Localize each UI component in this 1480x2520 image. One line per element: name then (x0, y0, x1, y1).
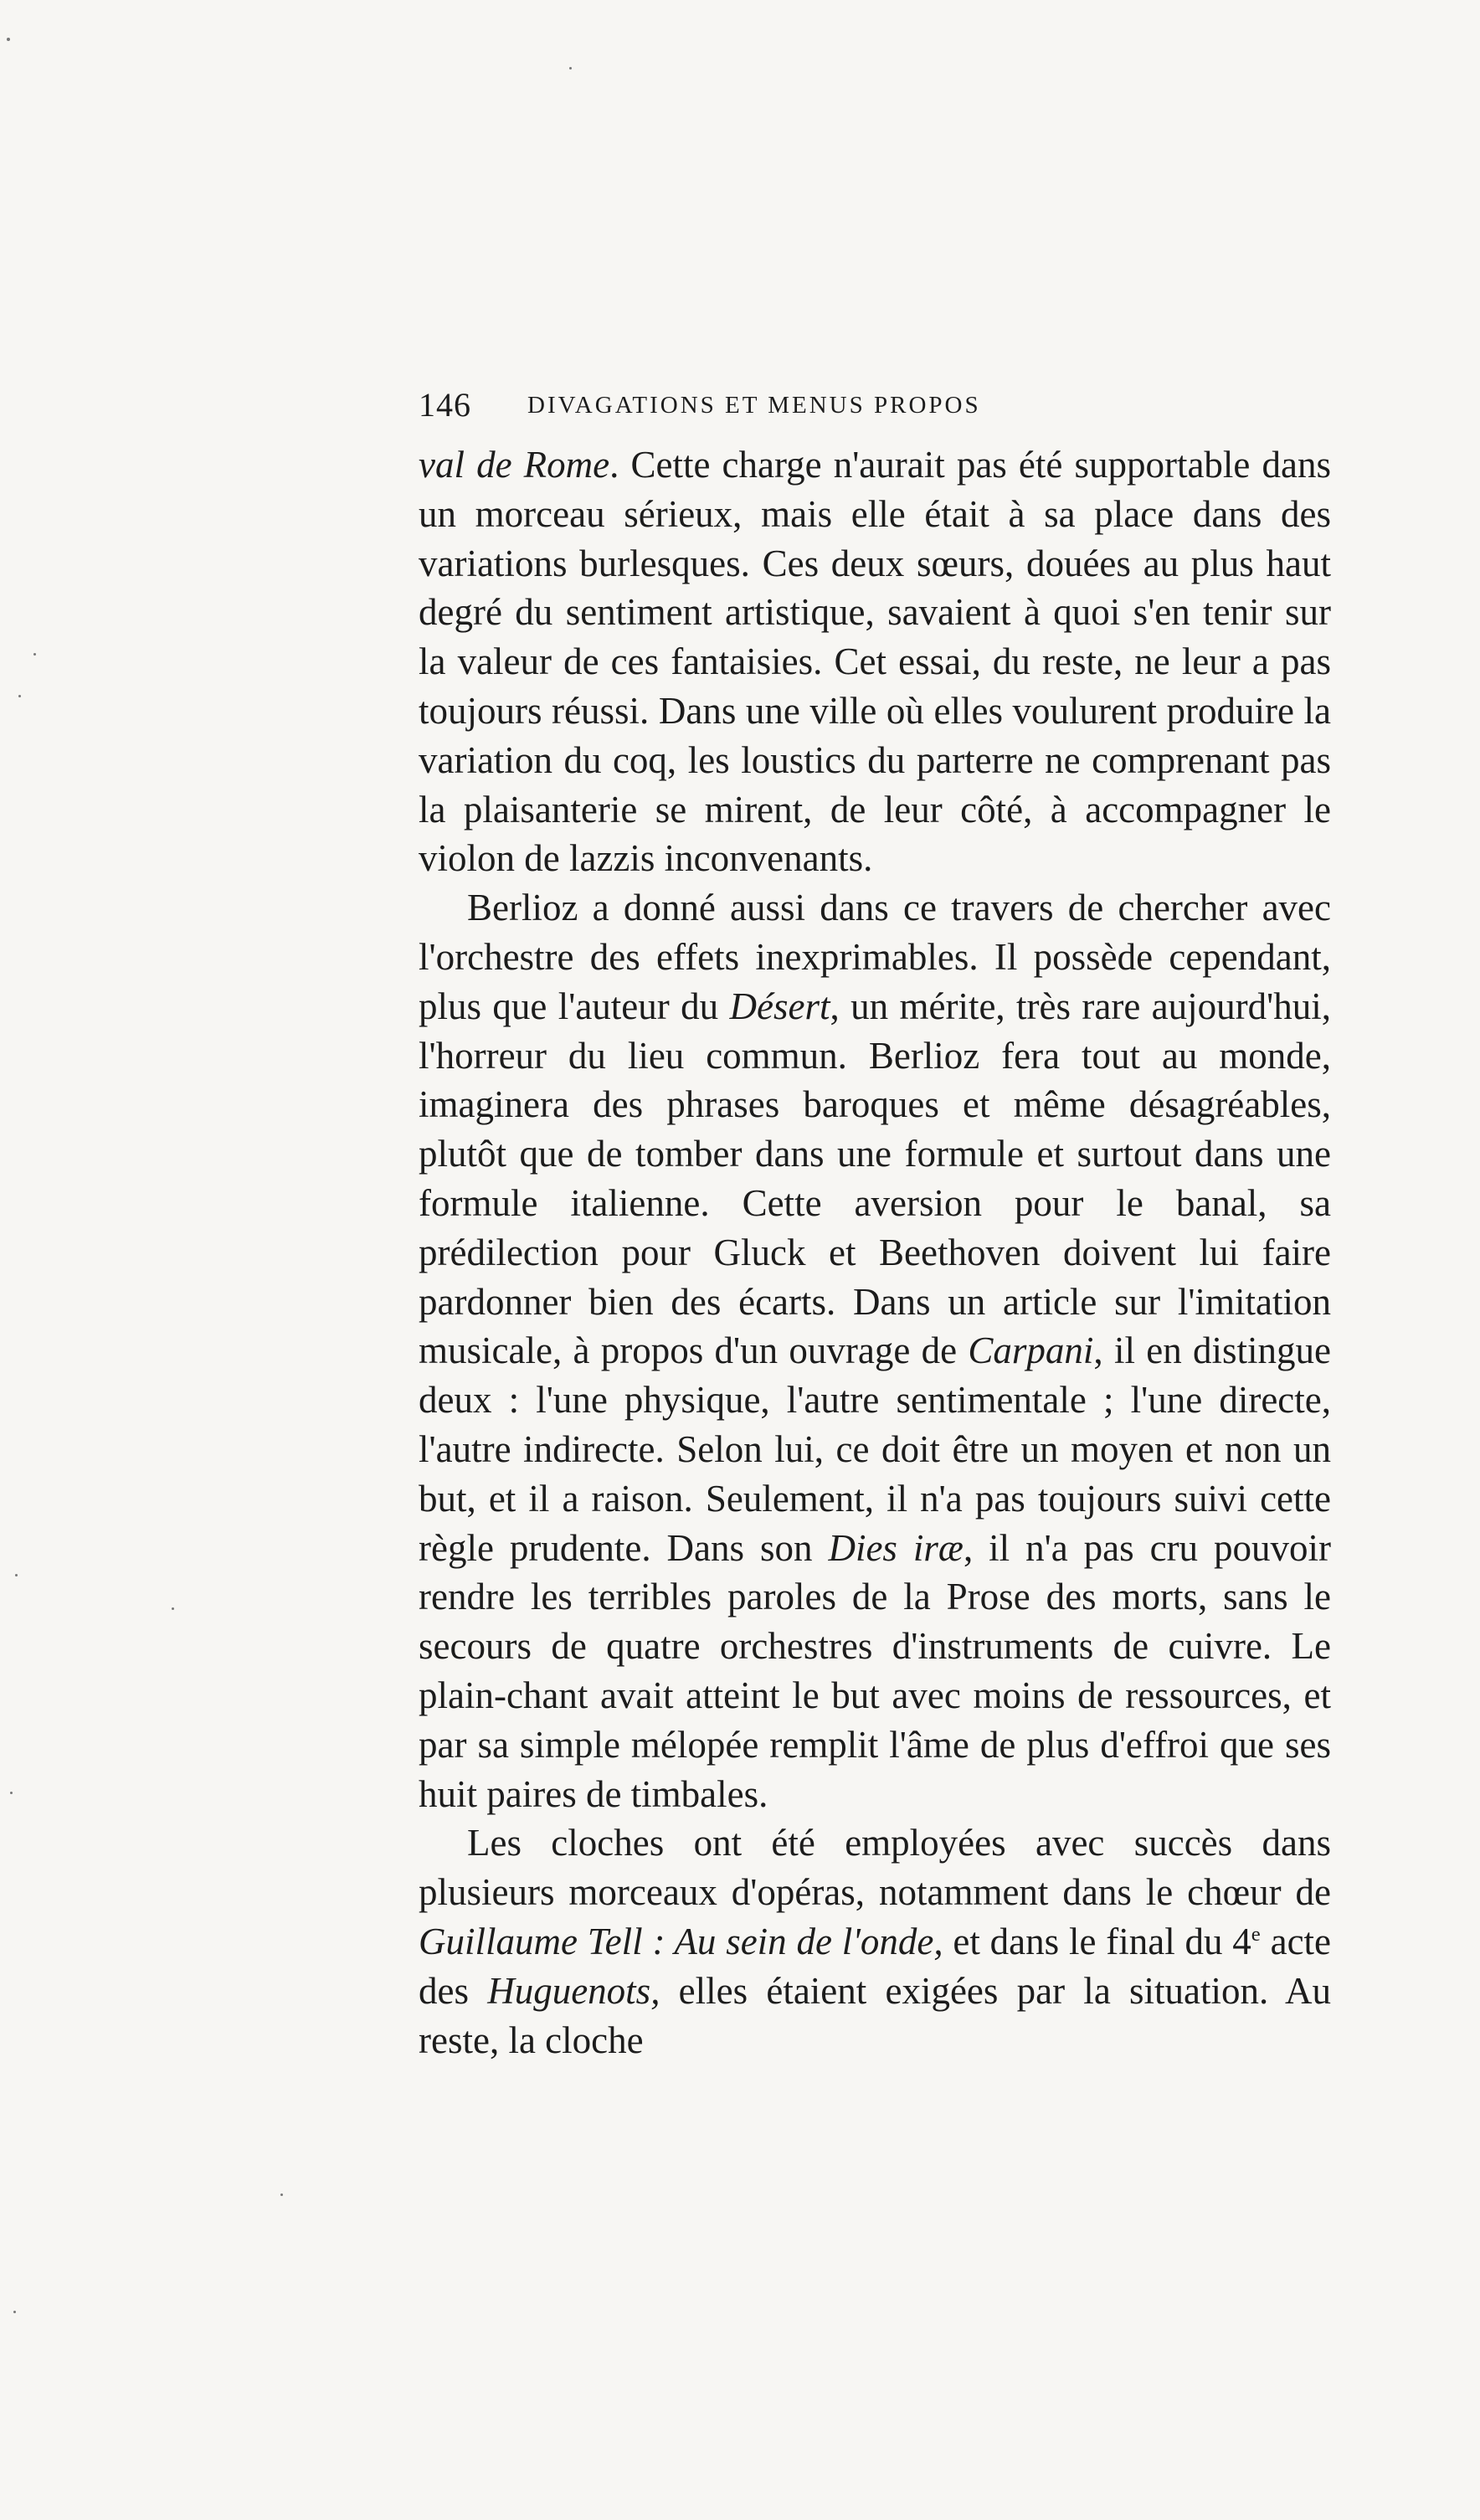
italic-text: val de Rome (419, 444, 610, 486)
superscript: e (1251, 1922, 1261, 1946)
text-run: elles étaient exigées par la situation. Au reste, la cloche (419, 1969, 1331, 2061)
scan-speck (7, 38, 10, 41)
scan-speck (280, 2193, 283, 2196)
scan-speck (15, 1574, 18, 1576)
running-title: DIVAGATIONS ET MENUS PROPOS (527, 392, 981, 419)
text-run: . Cette charge n'aurait pas été supportable dans un morceau sérieux, mais elle était à sa place dans des variations burlesques. Ces deux sœurs, douées au plus haut degré du sentiment artistique, savaient à quoi s'en tenir sur la valeur de ces fantaisies. Cet essai, du reste, ne leur a pas toujours réussi. Dans une ville où elles voulurent produire la variation du coq, les loustics du parterre ne comprenant pas la plaisanterie se mirent, de leur côté, à accompagner le violon de lazzis inconvenants. (419, 444, 1331, 880)
running-head (419, 385, 1331, 435)
italic-text: Désert (729, 985, 830, 1027)
scan-speck (569, 67, 572, 69)
page-number: 146 (419, 386, 471, 424)
text-run: et dans le final du 4 (943, 1920, 1251, 1962)
page-content (419, 385, 1331, 2065)
text-run: Les cloches ont été employées avec succès dans plusieurs morceaux d'opéras, notamment dans le chœur de (419, 1822, 1331, 1914)
scan-speck (172, 1607, 174, 1610)
text-run: , il en distingue deux : l'une physique, l'autre sentimentale ; l'une directe, l'autre indirecte. Selon lui, ce doit être un moyen et non un but, et il a raison. Seulement, il n'a pas toujours suivi cette règle prudente. Dans son (419, 1329, 1331, 1569)
paragraph-3 (419, 1818, 1331, 2065)
body-text (419, 440, 1331, 2065)
italic-text: Guillaume Tell : Au sein de l'onde, (419, 1920, 943, 1962)
text-run: , un mérite, très rare aujourd'hui, l'horreur du lieu commun. Berlioz fera tout au monde, imaginera des phrases baroques et même désagréables, plutôt que de tomber dans une formule et surtout dans une formule italienne. Cette aversion pour le banal, sa prédilection pour Gluck et Beethoven doivent lui faire pardonner bien des écarts. Dans un article sur l'imitation musicale, à propos d'un ouvrage de (419, 985, 1331, 1372)
paragraph-2 (419, 883, 1331, 1818)
italic-text: Carpani (968, 1329, 1094, 1372)
text-run: acte des (419, 1920, 1332, 2012)
scan-speck (18, 695, 21, 697)
italic-text: Dies iræ (828, 1526, 964, 1569)
italic-text: Huguenots, (487, 1969, 660, 2012)
text-run: , il n'a pas cru pouvoir rendre les terribles paroles de la Prose des morts, sans le secours de quatre orchestres d'instruments de cuivre. Le plain-chant avait atteint le but avec moins de ressources, et par sa simple mélopée remplit l'âme de plus d'effroi que ses huit paires de timbales. (419, 1526, 1331, 1815)
paragraph-1 (419, 440, 1331, 883)
scan-speck (10, 1792, 13, 1794)
text-run: Berlioz a donné aussi dans ce travers de chercher avec l'orchestre des effets inexprimables. Il possède cependant, plus que l'auteur du (419, 887, 1331, 1027)
scan-speck (33, 653, 36, 656)
scan-speck (13, 2311, 16, 2313)
